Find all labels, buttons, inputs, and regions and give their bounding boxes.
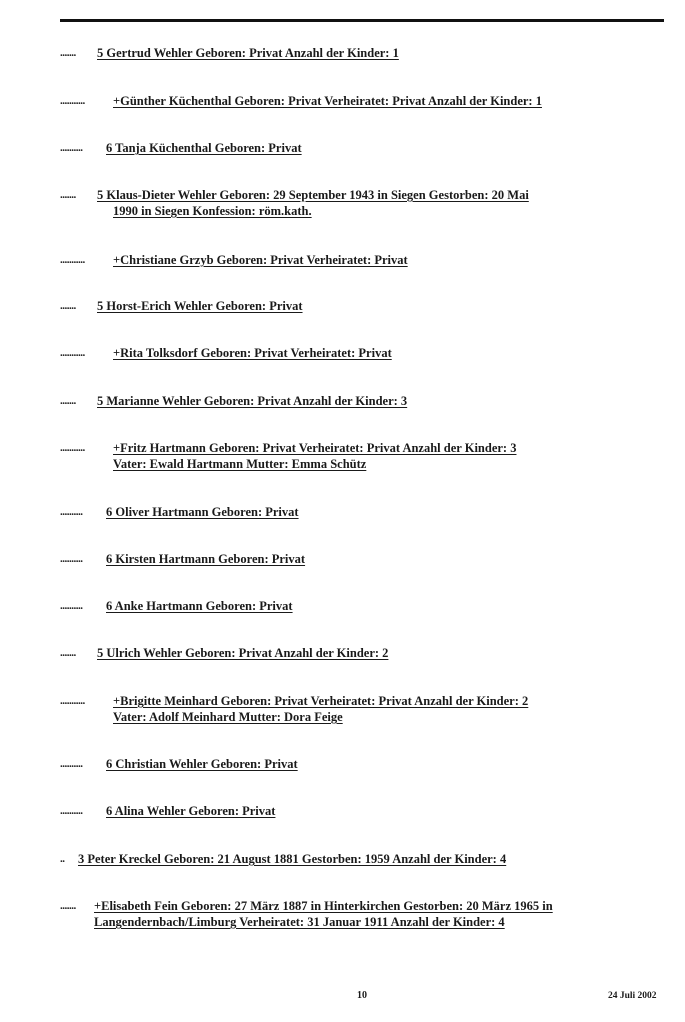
entry-dots: ....... [60, 395, 76, 407]
entry-line: 6 Alina Wehler Geboren: Privat [106, 804, 276, 818]
entry-body [97, 45, 407, 61]
entry-line: 6 Christian Wehler Geboren: Privat [106, 757, 298, 771]
entry-body [78, 851, 514, 867]
entry-dots: .......... [60, 142, 83, 154]
entry-line: 1990 in Siegen Konfession: röm.kath. [113, 204, 312, 218]
entry-dots: .. [60, 853, 65, 865]
entry-dots: .......... [60, 600, 83, 612]
entry-dots: ....... [60, 647, 76, 659]
footer-date: 24 Juli 2002 [608, 991, 657, 1001]
entry-dots: ....... [60, 300, 76, 312]
entry-line: Vater: Adolf Meinhard Mutter: Dora Feige [113, 710, 343, 724]
entry-body [97, 298, 311, 314]
entry-line: 6 Tanja Küchenthal Geboren: Privat [106, 141, 302, 155]
entry-dots: .......... [60, 758, 83, 770]
entry-body [106, 598, 301, 614]
entry-line: 5 Gertrud Wehler Geboren: Privat Anzahl der Kinder: 1 [97, 46, 399, 60]
entry-line: 6 Kirsten Hartmann Geboren: Privat [106, 552, 306, 566]
entry-line: Vater: Ewald Hartmann Mutter: Emma Schütz [113, 457, 367, 471]
entry-line: +Brigitte Meinhard Geboren: Privat Verheiratet: Privat Anzahl der Kinder: 2 [113, 694, 529, 708]
entry-dots: .......... [60, 506, 83, 518]
entry-line: 5 Ulrich Wehler Geboren: Privat Anzahl der Kinder: 2 [97, 646, 389, 660]
top-rule [60, 19, 664, 22]
entry-body [113, 252, 416, 268]
entry-body [106, 504, 307, 520]
entry-dots: ....... [60, 47, 76, 59]
entry-body [106, 140, 310, 156]
entry-body [113, 440, 524, 472]
entry-line: +Rita Tolksdorf Geboren: Privat Verheiratet: Privat [113, 346, 392, 360]
entry-body [113, 693, 536, 725]
entry-line: +Günther Küchenthal Geboren: Privat Verheiratet: Privat Anzahl der Kinder: 1 [113, 94, 542, 108]
entry-body [106, 551, 313, 567]
entry-body [97, 187, 537, 219]
entry-dots: ........... [60, 254, 85, 266]
entry-dots: ........... [60, 347, 85, 359]
entry-dots: ........... [60, 442, 85, 454]
entry-dots: .......... [60, 553, 83, 565]
entry-line: 6 Anke Hartmann Geboren: Privat [106, 599, 293, 613]
entry-line: 5 Horst-Erich Wehler Geboren: Privat [97, 299, 303, 313]
entry-body [113, 345, 400, 361]
entry-dots: .......... [60, 805, 83, 817]
entry-dots: ....... [60, 189, 76, 201]
entry-body [106, 756, 306, 772]
entry-body [94, 898, 561, 930]
page-number: 10 [357, 990, 367, 1001]
entry-dots: ........... [60, 695, 85, 707]
entry-body [106, 803, 283, 819]
entry-line: 5 Klaus-Dieter Wehler Geboren: 29 September 1943 in Siegen Gestorben: 20 Mai [97, 188, 529, 202]
entry-line: 6 Oliver Hartmann Geboren: Privat [106, 505, 299, 519]
entry-body [97, 645, 396, 661]
entry-line: Langendernbach/Limburg Verheiratet: 31 Januar 1911 Anzahl der Kinder: 4 [94, 915, 505, 929]
entry-line: +Christiane Grzyb Geboren: Privat Verheiratet: Privat [113, 253, 408, 267]
entry-dots: ........... [60, 95, 85, 107]
entry-line: +Fritz Hartmann Geboren: Privat Verheiratet: Privat Anzahl der Kinder: 3 [113, 441, 517, 455]
entry-body [97, 393, 415, 409]
entry-line: 5 Marianne Wehler Geboren: Privat Anzahl der Kinder: 3 [97, 394, 408, 408]
entry-dots: ....... [60, 900, 76, 912]
entry-line: +Elisabeth Fein Geboren: 27 März 1887 in Hinterkirchen Gestorben: 20 März 1965 in [94, 899, 553, 913]
entry-line: 3 Peter Kreckel Geboren: 21 August 1881 Gestorben: 1959 Anzahl der Kinder: 4 [78, 852, 507, 866]
entry-body [113, 93, 550, 109]
